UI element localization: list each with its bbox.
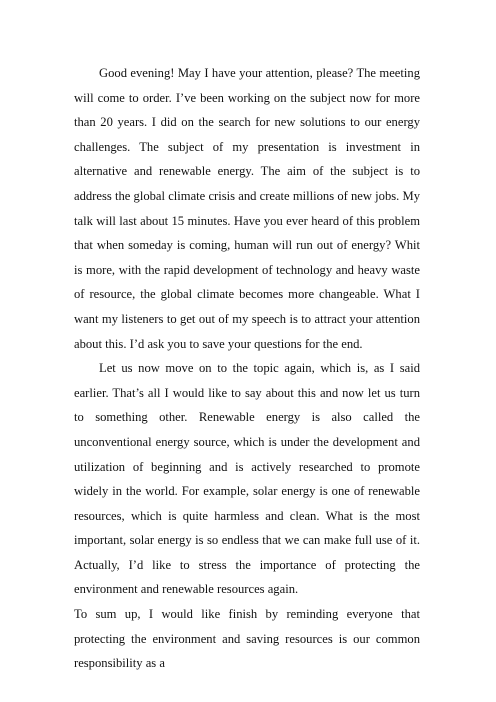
paragraph-conclusion: To sum up, I would like finish by reminding everyone that protecting the environment and saving resources is our common responsibility as a [74, 607, 420, 671]
paragraph-renewable-energy: Let us now move on to the topic again, which is, as I said earlier. That’s all I would like to say about this and now let us turn to something other. Renewable energy is also called the unconventional energy source, which is under the development and utilization of beginning and is actively researched to promote widely in the world. For example, solar energy is one of renewable resources, which is quite harmless and clean. What is the most important, solar energy is so endless that we can make full use of it. Actually, I’d like to stress the importance of protecting the environment and renewable resources again. [74, 361, 420, 597]
paragraph-opening: Good evening! May I have your attention, please? The meeting will come to order. I’ve been working on the subject now for more than 20 years. I did on the search for new solutions to our energy challenges. The subject of my presentation is investment in alternative and renewable energy. The aim of the subject is to address the global climate crisis and create millions of new jobs. My talk will last about 15 minutes. Have you ever heard of this problem that when someday is coming, human will run out of energy? Whit is more, with the rapid development of technology and heavy waste of resource, the global climate becomes more changeable. What I want my listeners to get out of my speech is to attract your attention about this. I’d ask you to save your questions for the end. [74, 66, 420, 351]
speech-body [74, 61, 420, 676]
